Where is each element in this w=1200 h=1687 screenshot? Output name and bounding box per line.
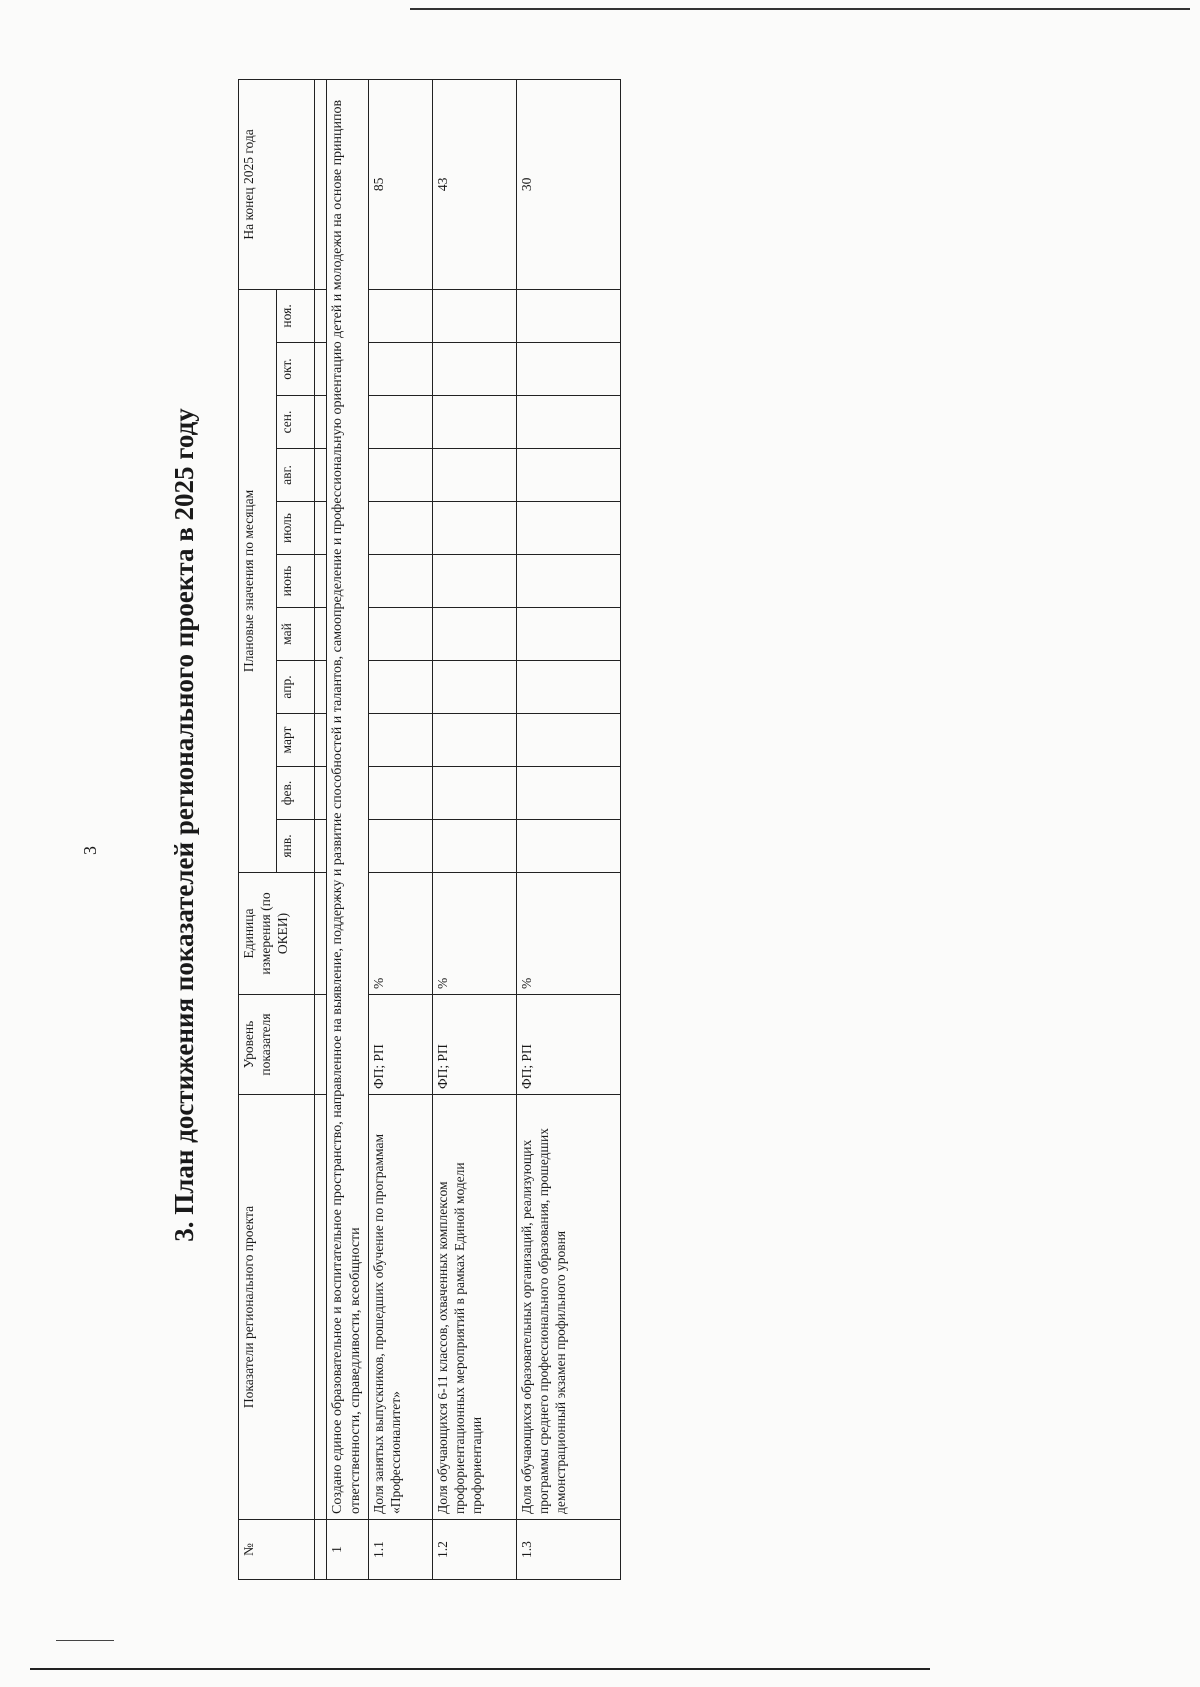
spacer-cell	[315, 449, 327, 502]
spacer-cell	[315, 873, 327, 995]
indicator-name: Доля обучающихся образовательных организаций, реализующих программы среднего профессионального образования, прошедших демонстрационный экзамен профильного уровня	[517, 1095, 621, 1520]
scan-bottom-edge-line	[30, 1668, 930, 1670]
rotated-page-content	[162, 70, 662, 1580]
end-of-year-value: 30	[517, 79, 621, 289]
table-row	[433, 79, 517, 1579]
indicator-unit: %	[369, 873, 433, 995]
month-header: июль	[277, 502, 315, 555]
indicator-name: Доля занятых выпускников, прошедших обучение по программам «Профессионалитет»	[369, 1095, 433, 1520]
spacer-cell	[315, 820, 327, 873]
spacer-cell	[315, 661, 327, 714]
spacer-cell	[315, 1520, 327, 1580]
row-num: 1.1	[369, 1520, 433, 1580]
spacer-cell	[315, 555, 327, 608]
spacer-cell	[315, 1095, 327, 1520]
row-num: 1.2	[433, 1520, 517, 1580]
month-header: май	[277, 608, 315, 661]
section-num: 1	[327, 1520, 369, 1580]
header-num: №	[239, 1520, 315, 1580]
header-end-of-year: На конец 2025 года	[239, 79, 315, 289]
spacer-cell	[315, 396, 327, 449]
month-header: сен.	[277, 396, 315, 449]
section-text: Создано единое образовательное и воспитательное пространство, направленное на выявление, поддержку и развитие способностей и талантов, самоопределение и профессиональную ориентацию детей и молодежи на основе принципов ответственности, справедливости, всеобщности	[327, 79, 369, 1519]
page-title: 3. План достижения показателей регионального проекта в 2025 году	[169, 408, 199, 1242]
month-header: июнь	[277, 555, 315, 608]
header-monthly: Плановые значения по месяцам	[239, 289, 277, 872]
month-header: ноя.	[277, 289, 315, 342]
spacer-cell	[315, 502, 327, 555]
section-row	[327, 79, 369, 1579]
indicators-plan-table	[238, 79, 621, 1580]
page-number: 3	[80, 846, 100, 855]
spacer-cell	[315, 714, 327, 767]
indicator-level: ФП; РП	[433, 995, 517, 1095]
indicator-level: ФП; РП	[517, 995, 621, 1095]
spacer-cell	[315, 289, 327, 342]
spacer-cell	[315, 608, 327, 661]
month-header: авг.	[277, 449, 315, 502]
month-header: окт.	[277, 343, 315, 396]
month-header: март	[277, 714, 315, 767]
end-of-year-value: 43	[433, 79, 517, 289]
indicator-name: Доля обучающихся 6-11 классов, охваченных комплексом профориентационных мероприятий в рамках Единой модели профориентации	[433, 1095, 517, 1520]
row-num: 1.3	[517, 1520, 621, 1580]
scan-top-edge-line	[410, 8, 1190, 10]
spacer-cell	[315, 767, 327, 820]
month-header: фев.	[277, 767, 315, 820]
end-of-year-value: 85	[369, 79, 433, 289]
table-row	[369, 79, 433, 1579]
header-level: Уровень показателя	[239, 995, 315, 1095]
spacer-cell	[315, 79, 327, 289]
month-header: янв.	[277, 820, 315, 873]
spacer-cell	[315, 343, 327, 396]
indicator-level: ФП; РП	[369, 995, 433, 1095]
spacer-cell	[315, 995, 327, 1095]
scan-mark	[56, 1640, 114, 1641]
indicator-unit: %	[433, 873, 517, 995]
header-unit: Единица измерения (по ОКЕИ)	[239, 873, 315, 995]
header-indicator: Показатели регионального проекта	[239, 1095, 315, 1520]
month-header: апр.	[277, 661, 315, 714]
table-row	[517, 79, 621, 1579]
indicator-unit: %	[517, 873, 621, 995]
